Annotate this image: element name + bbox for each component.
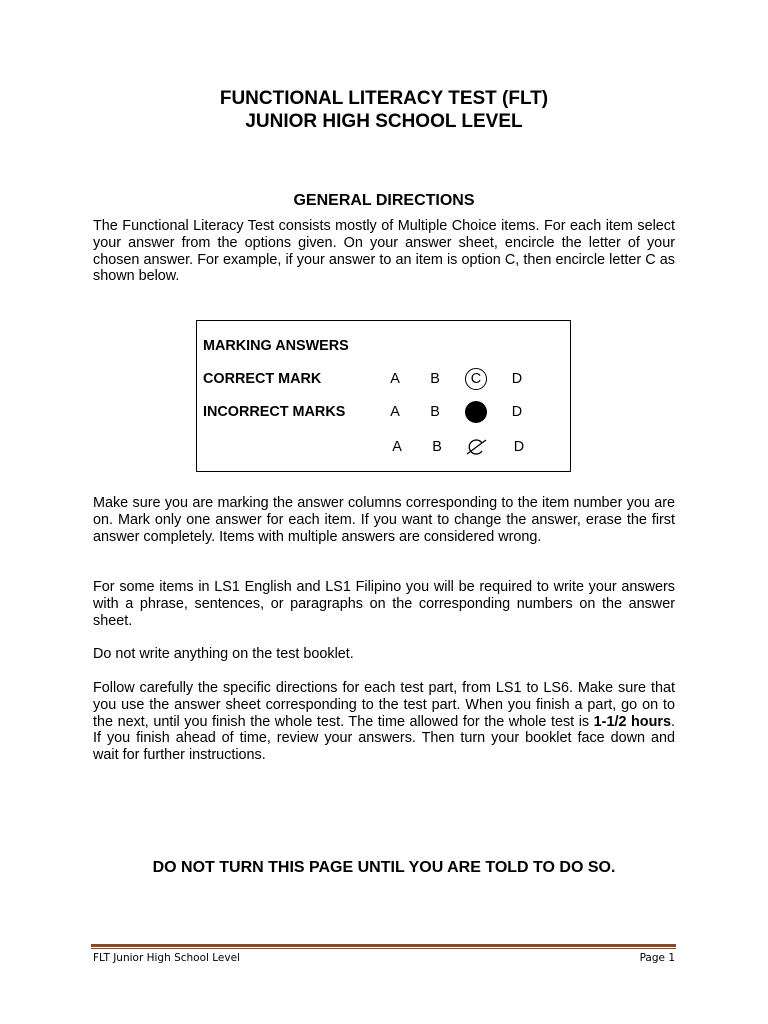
booklet-note-paragraph: Do not write anything on the test booklet.: [93, 646, 354, 662]
time-allowed: 1-1/2 hours: [593, 713, 671, 730]
correct-mark-label: CORRECT MARK: [203, 371, 322, 387]
incorrect-row1-option-d: D: [511, 404, 523, 420]
footer-rule-thin: [91, 948, 676, 949]
footer-rule-thick: [91, 944, 676, 947]
correct-option-d: D: [511, 371, 523, 387]
do-not-turn-notice: DO NOT TURN THIS PAGE UNTIL YOU ARE TOLD TO DO SO.: [152, 859, 616, 876]
document-title-line1: FUNCTIONAL LITERACY TEST (FLT): [219, 88, 549, 109]
crossed-out-c-mark: [464, 438, 490, 456]
section-heading: GENERAL DIRECTIONS: [293, 192, 475, 209]
correct-option-b: B: [430, 371, 440, 387]
incorrect-row1-option-b: B: [430, 404, 440, 420]
marking-answers-box: [196, 320, 571, 472]
incorrect-row1-option-a: A: [390, 404, 400, 420]
incorrect-row2-option-d: D: [513, 439, 525, 455]
intro-paragraph: The Functional Literacy Test consists mostly of Multiple Choice items. For each item select your answer from the options given. On your answer sheet, encircle the letter of your chosen answer. For example, if your answer to an item is option C, then encircle letter C as shown below.: [93, 218, 675, 285]
footer-page-number: Page 1: [639, 952, 675, 964]
correct-option-a: A: [390, 371, 400, 387]
footer-document-name: FLT Junior High School Level: [93, 952, 240, 964]
incorrect-marks-label: INCORRECT MARKS: [203, 404, 346, 420]
incorrect-row2-option-b: B: [432, 439, 442, 455]
follow-directions-text-1: Follow carefully the specific directions for each test part, from LS1 to LS6. Make sure that you use the answer sheet corresponding to the test part. When you finish a part, go on to the next, until you finish the whole test. The time allowed for the whole test is: [93, 680, 675, 730]
written-answers-paragraph: For some items in LS1 English and LS1 Filipino you will be required to write your answers with a phrase, sentences, or paragraphs on the corresponding numbers on the answer sheet.: [93, 579, 675, 629]
document-title-line2: JUNIOR HIGH SCHOOL LEVEL: [245, 111, 523, 132]
incorrect-row2-option-a: A: [392, 439, 402, 455]
follow-directions-paragraph: [93, 680, 675, 764]
follow-directions-text-2: . If you finish ahead of time, review your answers. Then turn your booklet face down and wait for further instructions.: [93, 713, 675, 764]
filled-circle-incorrect-mark: [465, 401, 487, 423]
marking-answers-title: MARKING ANSWERS: [203, 338, 349, 354]
correct-option-c: C: [470, 371, 482, 387]
marking-instructions-paragraph: Make sure you are marking the answer columns corresponding to the item number you are on. Mark only one answer for each item. If you want to change the answer, erase the first answer completely. Items with multiple answers are considered wrong.: [93, 495, 675, 545]
